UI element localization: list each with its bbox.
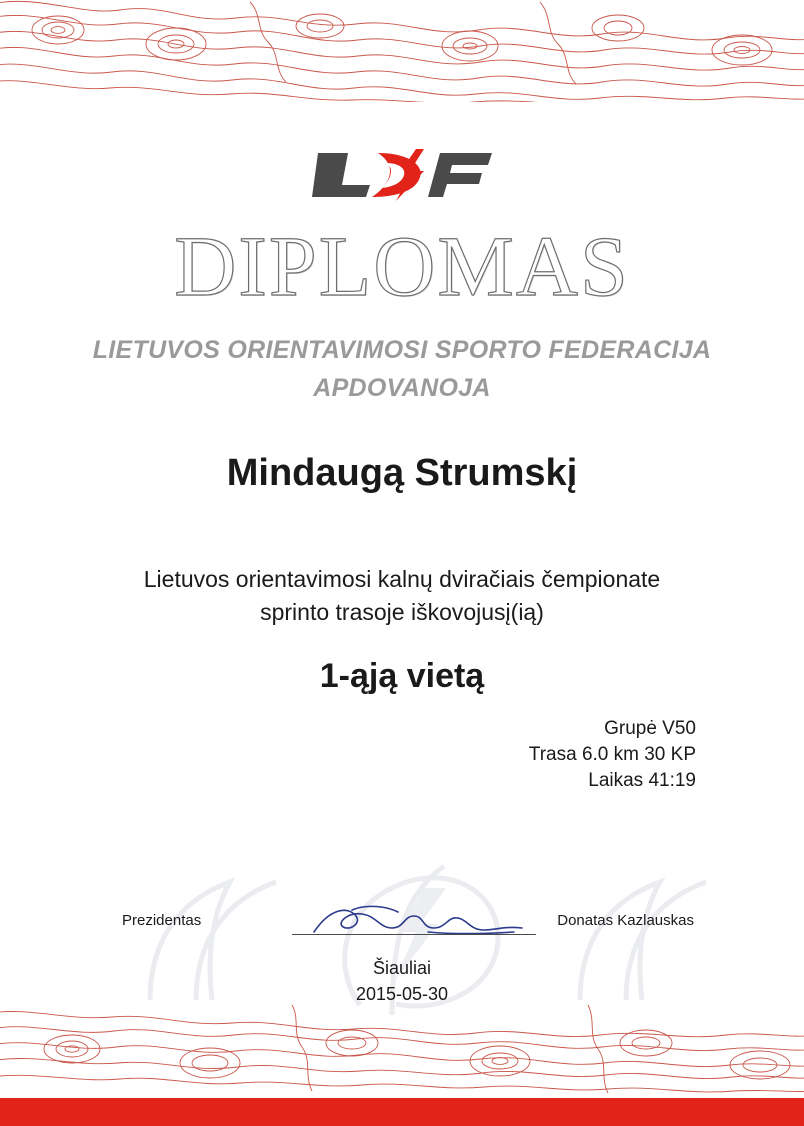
page-title: DIPLOMAS <box>174 218 630 314</box>
detail-group: Grupė V50 <box>604 718 696 739</box>
detail-course: Trasa 6.0 km 30 KP <box>528 744 696 765</box>
contour-decoration-top <box>0 0 804 102</box>
losf-logo <box>312 147 492 203</box>
description-line-1: Lietuvos orientavimosi kalnų dviračiais čempionate <box>143 566 661 592</box>
description-line-2: sprinto trasoje iškovojusį(ią) <box>260 599 544 625</box>
organization-line-2: APDOVANOJA <box>313 374 491 402</box>
contour-decoration-bottom <box>0 1003 804 1098</box>
city-label: Šiauliai <box>372 958 432 978</box>
signature-scribble <box>300 902 536 942</box>
signature-line <box>292 934 536 935</box>
detail-time: Laikas 41:19 <box>588 770 696 791</box>
signer-name: Donatas Kazlauskas <box>557 912 694 929</box>
signature-row <box>0 912 804 942</box>
award-place: 1-ąją vietą <box>319 657 485 695</box>
result-details <box>529 716 696 794</box>
bottom-accent-bar <box>0 1098 804 1126</box>
signature-role-label: Prezidentas <box>122 912 202 929</box>
date-label: 2015-05-30 <box>355 984 449 1004</box>
organization-line-1: LIETUVOS ORIENTAVIMOSI SPORTO FEDERACIJA <box>92 336 712 364</box>
recipient-name: Mindaugą Strumskį <box>226 452 578 494</box>
